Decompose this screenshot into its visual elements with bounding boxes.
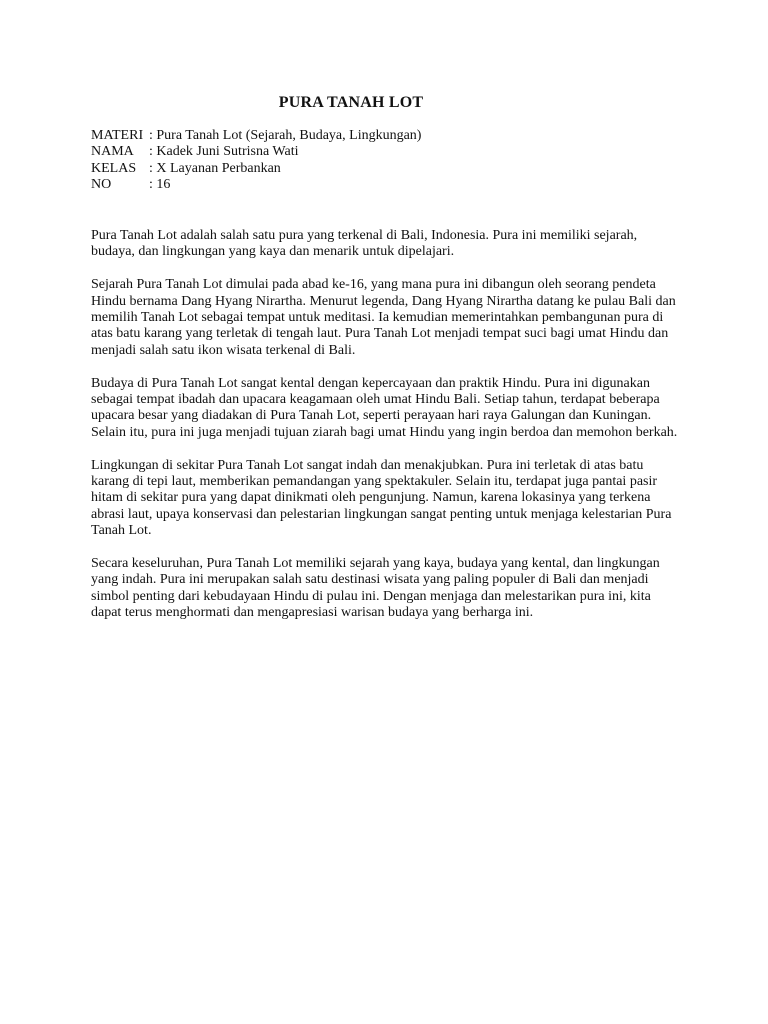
intro-paragraph: Pura Tanah Lot adalah salah satu pura yang terkenal di Bali, Indonesia. Pura ini memiliki sejarah, budaya, dan lingkungan yang kaya dan menarik untuk dipelajari. (91, 228, 638, 260)
meta-row-materi (91, 128, 421, 144)
history-paragraph: Sejarah Pura Tanah Lot dimulai pada abad ke-16, yang mana pura ini dibangun oleh seorang pendeta Hindu bernama Dang Hyang Nirartha. Menurut legenda, Dang Hyang Nirartha datang ke pulau Bali dan memilih Tanah Lot sebagai tempat untuk meditasi. Ia kemudian memerintahkan pembangunan pura di atas batu karang yang terletak di tengah laut. Pura Tanah Lot menjadi tempat suci bagi umat Hindu dan menjadi salah satu ikon wisata terkenal di Bali. (91, 277, 676, 358)
culture-paragraph: Budaya di Pura Tanah Lot sangat kental dengan kepercayaan dan praktik Hindu. Pura ini digunakan sebagai tempat ibadah dan upacara keagamaan oleh umat Hindu Bali. Setiap tahun, terdapat beberapa upacara besar yang diadakan di Pura Tanah Lot, seperti perayaan hari raya Galungan dan Kuningan. Selain itu, pura ini juga menjadi tujuan ziarah bagi umat Hindu yang ingin berdoa dan memohon berkah. (91, 375, 678, 440)
student-info-block (91, 128, 421, 194)
meta-label: NAMA (91, 144, 134, 160)
meta-row-nama (91, 144, 421, 160)
meta-value: : X Layanan Perbankan (149, 160, 281, 176)
meta-label: KELAS (91, 160, 137, 176)
meta-row-kelas (91, 161, 421, 177)
meta-row-no (91, 177, 421, 193)
conclusion-paragraph: Secara keseluruhan, Pura Tanah Lot memiliki sejarah yang kaya, budaya yang kental, dan lingkungan yang indah. Pura ini merupakan salah satu destinasi wisata yang paling populer di Bali dan menjadi simbol penting dari kebudayaan Hindu di pulau ini. Dengan menjaga dan melestarikan pura ini, kita dapat terus menghormati dan mengapresiasi warisan budaya yang berharga ini. (91, 556, 660, 621)
document-body (91, 228, 683, 638)
meta-value: : Pura Tanah Lot (Sejarah, Budaya, Lingkungan) (149, 128, 422, 143)
meta-label: MATERI (91, 128, 144, 143)
document-title: PURA TANAH LOT (278, 94, 424, 111)
environment-paragraph: Lingkungan di sekitar Pura Tanah Lot sangat indah dan menakjubkan. Pura ini terletak di atas batu karang di tepi laut, memberikan pemandangan yang spektakuler. Selain itu, terdapat juga pantai pasir hitam di sekitar pura yang dapat dinikmati oleh pengunjung. Namun, karena lokasinya yang terkena abrasi laut, upaya konservasi dan pelestarian lingkungan sangat penting untuk menjaga kelestarian Pura Tanah Lot. (91, 457, 672, 539)
meta-value: : Kadek Juni Sutrisna Wati (149, 144, 299, 160)
meta-value: : 16 (149, 177, 171, 193)
meta-label: NO (91, 177, 112, 193)
